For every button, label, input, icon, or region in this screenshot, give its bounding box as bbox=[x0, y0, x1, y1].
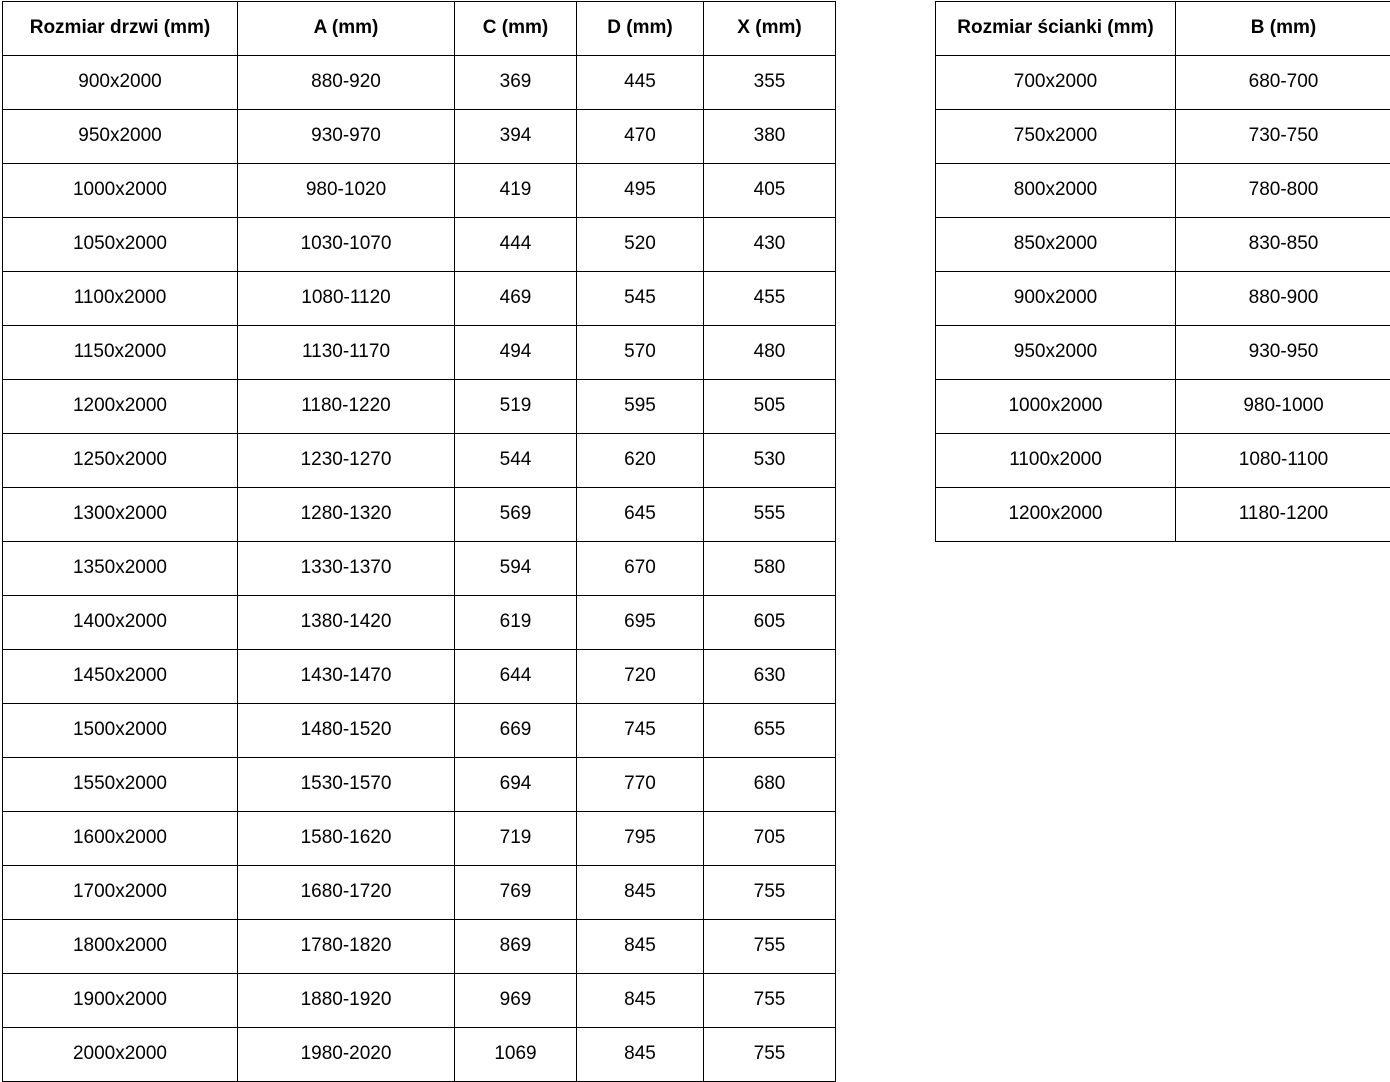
cell-d: 845 bbox=[577, 974, 704, 1028]
cell-b: 980-1000 bbox=[1176, 380, 1390, 434]
table-row bbox=[936, 488, 1390, 542]
column-header-wall-size: Rozmiar ścianki (mm) bbox=[936, 2, 1176, 56]
table-row bbox=[3, 326, 836, 380]
cell-a: 1880-1920 bbox=[238, 974, 455, 1028]
cell-x: 505 bbox=[704, 380, 836, 434]
cell-a: 1530-1570 bbox=[238, 758, 455, 812]
column-header-a: A (mm) bbox=[238, 2, 455, 56]
cell-b: 1180-1200 bbox=[1176, 488, 1390, 542]
cell-x: 580 bbox=[704, 542, 836, 596]
cell-c: 1069 bbox=[455, 1028, 577, 1082]
table-row bbox=[936, 164, 1390, 218]
cell-d: 695 bbox=[577, 596, 704, 650]
door-size-table bbox=[2, 1, 836, 1082]
cell-c: 694 bbox=[455, 758, 577, 812]
table-row bbox=[3, 110, 836, 164]
table-row bbox=[3, 758, 836, 812]
table-row bbox=[936, 326, 1390, 380]
cell-door-size: 2000x2000 bbox=[3, 1028, 238, 1082]
cell-door-size: 1350x2000 bbox=[3, 542, 238, 596]
cell-c: 544 bbox=[455, 434, 577, 488]
cell-d: 445 bbox=[577, 56, 704, 110]
cell-x: 480 bbox=[704, 326, 836, 380]
cell-c: 969 bbox=[455, 974, 577, 1028]
cell-door-size: 1150x2000 bbox=[3, 326, 238, 380]
table-row bbox=[3, 1028, 836, 1082]
table-row bbox=[3, 380, 836, 434]
cell-d: 720 bbox=[577, 650, 704, 704]
cell-a: 1780-1820 bbox=[238, 920, 455, 974]
cell-d: 795 bbox=[577, 812, 704, 866]
cell-a: 880-920 bbox=[238, 56, 455, 110]
cell-x: 430 bbox=[704, 218, 836, 272]
cell-door-size: 1450x2000 bbox=[3, 650, 238, 704]
cell-a: 1030-1070 bbox=[238, 218, 455, 272]
cell-c: 419 bbox=[455, 164, 577, 218]
cell-a: 1380-1420 bbox=[238, 596, 455, 650]
cell-door-size: 1700x2000 bbox=[3, 866, 238, 920]
cell-c: 769 bbox=[455, 866, 577, 920]
cell-b: 680-700 bbox=[1176, 56, 1390, 110]
cell-door-size: 1800x2000 bbox=[3, 920, 238, 974]
table-row bbox=[3, 596, 836, 650]
cell-c: 719 bbox=[455, 812, 577, 866]
cell-b: 730-750 bbox=[1176, 110, 1390, 164]
cell-wall-size: 800x2000 bbox=[936, 164, 1176, 218]
table-row bbox=[3, 866, 836, 920]
cell-a: 1130-1170 bbox=[238, 326, 455, 380]
cell-door-size: 900x2000 bbox=[3, 56, 238, 110]
cell-a: 1580-1620 bbox=[238, 812, 455, 866]
table-row bbox=[3, 920, 836, 974]
cell-a: 1480-1520 bbox=[238, 704, 455, 758]
cell-d: 845 bbox=[577, 866, 704, 920]
table-row bbox=[3, 812, 836, 866]
table-row bbox=[3, 974, 836, 1028]
cell-wall-size: 850x2000 bbox=[936, 218, 1176, 272]
cell-x: 755 bbox=[704, 974, 836, 1028]
cell-x: 680 bbox=[704, 758, 836, 812]
cell-wall-size: 900x2000 bbox=[936, 272, 1176, 326]
cell-door-size: 1200x2000 bbox=[3, 380, 238, 434]
cell-a: 1330-1370 bbox=[238, 542, 455, 596]
cell-a: 930-970 bbox=[238, 110, 455, 164]
cell-a: 1080-1120 bbox=[238, 272, 455, 326]
cell-d: 845 bbox=[577, 1028, 704, 1082]
cell-door-size: 1500x2000 bbox=[3, 704, 238, 758]
cell-c: 569 bbox=[455, 488, 577, 542]
cell-x: 530 bbox=[704, 434, 836, 488]
column-header-door-size: Rozmiar drzwi (mm) bbox=[3, 2, 238, 56]
cell-a: 1280-1320 bbox=[238, 488, 455, 542]
cell-a: 1430-1470 bbox=[238, 650, 455, 704]
cell-door-size: 1050x2000 bbox=[3, 218, 238, 272]
cell-a: 1180-1220 bbox=[238, 380, 455, 434]
table-row bbox=[3, 488, 836, 542]
cell-d: 520 bbox=[577, 218, 704, 272]
cell-door-size: 1300x2000 bbox=[3, 488, 238, 542]
wall-table-container bbox=[935, 1, 1390, 542]
cell-wall-size: 1000x2000 bbox=[936, 380, 1176, 434]
cell-x: 755 bbox=[704, 1028, 836, 1082]
table-row bbox=[936, 272, 1390, 326]
cell-d: 545 bbox=[577, 272, 704, 326]
table-row bbox=[3, 434, 836, 488]
cell-d: 470 bbox=[577, 110, 704, 164]
cell-a: 1680-1720 bbox=[238, 866, 455, 920]
cell-c: 644 bbox=[455, 650, 577, 704]
cell-x: 455 bbox=[704, 272, 836, 326]
cell-d: 670 bbox=[577, 542, 704, 596]
cell-a: 1980-2020 bbox=[238, 1028, 455, 1082]
table-header-row bbox=[936, 2, 1390, 56]
table-row bbox=[3, 650, 836, 704]
table-header-row bbox=[3, 2, 836, 56]
cell-b: 930-950 bbox=[1176, 326, 1390, 380]
cell-c: 869 bbox=[455, 920, 577, 974]
cell-d: 495 bbox=[577, 164, 704, 218]
cell-d: 645 bbox=[577, 488, 704, 542]
cell-x: 605 bbox=[704, 596, 836, 650]
cell-door-size: 1250x2000 bbox=[3, 434, 238, 488]
cell-wall-size: 750x2000 bbox=[936, 110, 1176, 164]
cell-c: 469 bbox=[455, 272, 577, 326]
cell-x: 755 bbox=[704, 866, 836, 920]
table-row bbox=[936, 218, 1390, 272]
column-header-c: C (mm) bbox=[455, 2, 577, 56]
table-row bbox=[3, 218, 836, 272]
cell-c: 394 bbox=[455, 110, 577, 164]
cell-b: 1080-1100 bbox=[1176, 434, 1390, 488]
cell-x: 380 bbox=[704, 110, 836, 164]
cell-c: 519 bbox=[455, 380, 577, 434]
cell-x: 355 bbox=[704, 56, 836, 110]
cell-d: 845 bbox=[577, 920, 704, 974]
cell-x: 755 bbox=[704, 920, 836, 974]
cell-x: 655 bbox=[704, 704, 836, 758]
cell-c: 494 bbox=[455, 326, 577, 380]
cell-d: 770 bbox=[577, 758, 704, 812]
cell-door-size: 1100x2000 bbox=[3, 272, 238, 326]
table-row bbox=[936, 380, 1390, 434]
cell-c: 369 bbox=[455, 56, 577, 110]
table-row bbox=[3, 272, 836, 326]
table-row bbox=[936, 56, 1390, 110]
cell-d: 570 bbox=[577, 326, 704, 380]
cell-d: 745 bbox=[577, 704, 704, 758]
column-header-d: D (mm) bbox=[577, 2, 704, 56]
cell-b: 880-900 bbox=[1176, 272, 1390, 326]
cell-d: 595 bbox=[577, 380, 704, 434]
cell-b: 780-800 bbox=[1176, 164, 1390, 218]
cell-b: 830-850 bbox=[1176, 218, 1390, 272]
cell-x: 630 bbox=[704, 650, 836, 704]
wall-size-table bbox=[935, 1, 1390, 542]
table-row bbox=[936, 110, 1390, 164]
cell-c: 594 bbox=[455, 542, 577, 596]
column-header-x: X (mm) bbox=[704, 2, 836, 56]
cell-x: 555 bbox=[704, 488, 836, 542]
cell-c: 619 bbox=[455, 596, 577, 650]
table-row bbox=[3, 56, 836, 110]
cell-door-size: 1900x2000 bbox=[3, 974, 238, 1028]
cell-door-size: 1600x2000 bbox=[3, 812, 238, 866]
cell-wall-size: 1200x2000 bbox=[936, 488, 1176, 542]
cell-x: 405 bbox=[704, 164, 836, 218]
cell-c: 669 bbox=[455, 704, 577, 758]
cell-x: 705 bbox=[704, 812, 836, 866]
cell-door-size: 1550x2000 bbox=[3, 758, 238, 812]
table-row bbox=[3, 542, 836, 596]
cell-wall-size: 700x2000 bbox=[936, 56, 1176, 110]
cell-door-size: 1400x2000 bbox=[3, 596, 238, 650]
table-row bbox=[3, 704, 836, 758]
table-row bbox=[3, 164, 836, 218]
cell-c: 444 bbox=[455, 218, 577, 272]
cell-door-size: 1000x2000 bbox=[3, 164, 238, 218]
cell-door-size: 950x2000 bbox=[3, 110, 238, 164]
table-row bbox=[936, 434, 1390, 488]
cell-wall-size: 950x2000 bbox=[936, 326, 1176, 380]
cell-wall-size: 1100x2000 bbox=[936, 434, 1176, 488]
cell-a: 1230-1270 bbox=[238, 434, 455, 488]
column-header-b: B (mm) bbox=[1176, 2, 1390, 56]
cell-d: 620 bbox=[577, 434, 704, 488]
cell-a: 980-1020 bbox=[238, 164, 455, 218]
